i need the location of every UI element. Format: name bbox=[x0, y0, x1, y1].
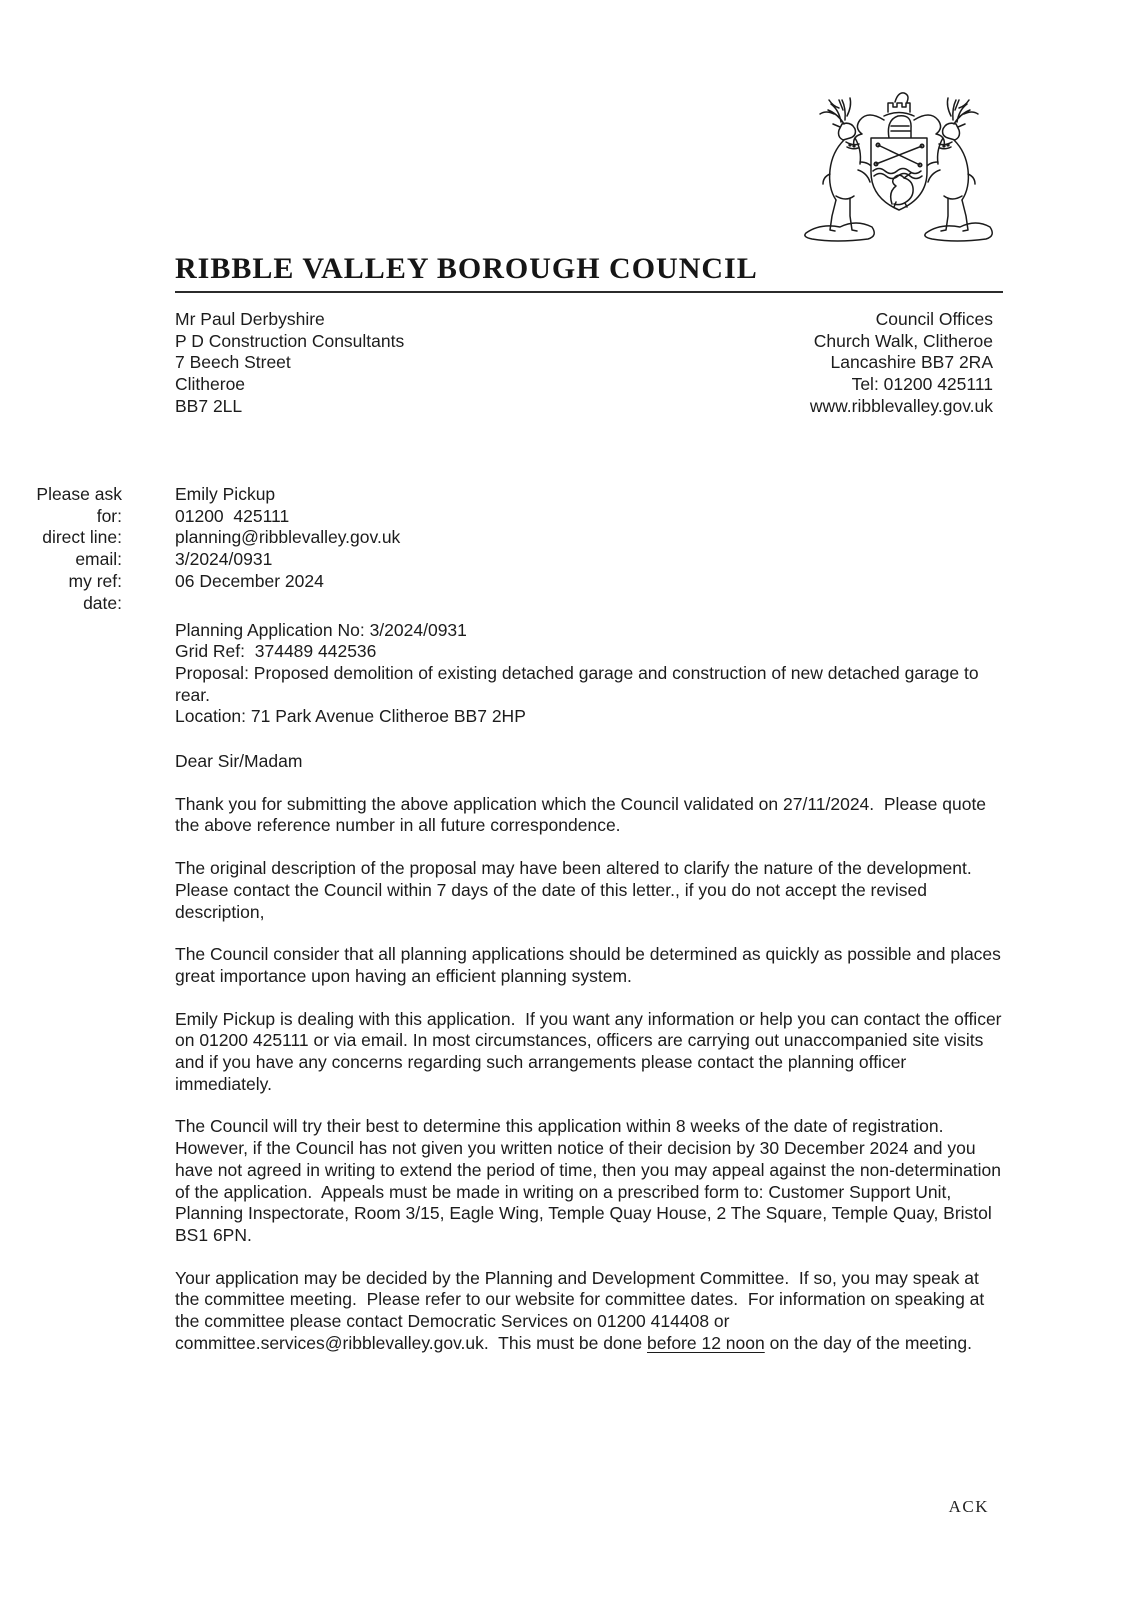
recipient-line: BB7 2LL bbox=[175, 395, 243, 416]
letterhead bbox=[175, 252, 1003, 418]
office-address-line: Council Offices bbox=[875, 309, 993, 329]
proposal-line: Proposal: Proposed demolition of existing detached garage and construction of new detached garage to rear. bbox=[175, 662, 984, 705]
office-address-line: Church Walk, Clitheroe bbox=[813, 330, 993, 351]
contact-values bbox=[175, 484, 1003, 593]
address-row bbox=[175, 309, 1003, 418]
salutation: Dear Sir/Madam bbox=[175, 751, 303, 772]
direct-line-number: 01200 425111 bbox=[175, 505, 290, 526]
paragraph-validation: Thank you for submitting the above application which the Council validated on 27/11/2024. Please quote the above reference number in all future correspondence. bbox=[175, 793, 991, 836]
recipient-line: Clitheroe bbox=[175, 374, 246, 395]
contact-label: Please ask bbox=[36, 484, 122, 504]
council-office-address bbox=[810, 309, 1003, 418]
recipient-line: Mr Paul Derbyshire bbox=[175, 309, 325, 329]
paragraph-efficient-system: The Council consider that all planning applications should be determined as quickly as possible and places great importance upon having an efficient planning system. bbox=[175, 944, 1006, 986]
committee-text-before: Your application may be decided by the Planning and Development Committee. If so, you may speak at the committee meeting. Please refer to our website for committee dates. For information on speaking at the committee please contact Democratic Services on 01200 414408 or committee.services@ribblevalley.gov.uk. This must be done bbox=[175, 1267, 990, 1353]
council-coat-of-arms-icon bbox=[792, 76, 1006, 246]
contact-labels bbox=[14, 484, 122, 614]
paragraph-determination-appeal: The Council will try their best to determine this application within 8 weeks of the date of registration. However, if the Council has not given you written notice of their decision by 30 December 2024 and you have not agreed in writing to extend the period of time, then you may appeal against the non-determination of the application. Appeals must be made in writing on a prescribed form to: Customer Support Unit, Planning Inspectorate, Room 3/15, Eagle Wing, Temple Quay House, 2 The Square, Temple Quay, Bristol BS1 6PN. bbox=[175, 1116, 1006, 1245]
paragraph-description-altered: The original description of the proposal may have been altered to clarify the nature of the development. Please contact the Council within 7 days of the date of this letter., if you do not accept the revised description, bbox=[175, 858, 982, 922]
ack-footer-code: ACK bbox=[948, 1497, 989, 1516]
contact-label: my ref: bbox=[68, 570, 122, 591]
paragraph-committee bbox=[175, 1268, 1003, 1355]
application-details bbox=[175, 620, 1003, 729]
grid-ref-line: Grid Ref: 374489 442536 bbox=[175, 641, 377, 662]
contact-label: email: bbox=[75, 549, 122, 570]
contact-label: for: bbox=[96, 505, 122, 526]
committee-text-after: on the day of the meeting. bbox=[764, 1332, 972, 1353]
letter-body bbox=[175, 484, 1007, 1355]
contact-label: date: bbox=[83, 592, 122, 613]
recipient-address bbox=[175, 309, 404, 418]
recipient-line: 7 Beech Street bbox=[175, 352, 291, 373]
reference-number: 3/2024/0931 bbox=[175, 549, 273, 570]
committee-deadline-underlined: before 12 noon bbox=[647, 1332, 765, 1353]
paragraph-officer-contact: Emily Pickup is dealing with this application. If you want any information or help you can contact the officer on 01200 425111 or via email. In most circumstances, officers are carrying out unaccompanied site visits and if you have any concerns regarding such arrangements please contact the planning officer immediately. bbox=[175, 1008, 1007, 1094]
office-address-line: Lancashire BB7 2RA bbox=[830, 352, 993, 373]
letter-date: 06 December 2024 bbox=[175, 570, 324, 591]
officer-name: Emily Pickup bbox=[175, 484, 276, 504]
contact-email: planning@ribblevalley.gov.uk bbox=[175, 527, 401, 548]
application-number-line: Planning Application No: 3/2024/0931 bbox=[175, 619, 467, 640]
office-address-line: Tel: 01200 425111 bbox=[851, 374, 993, 395]
title-rule bbox=[175, 291, 1003, 293]
recipient-line: P D Construction Consultants bbox=[175, 330, 405, 351]
contact-label: direct line: bbox=[42, 527, 122, 548]
location-line: Location: 71 Park Avenue Clitheroe BB7 2HP bbox=[175, 706, 526, 727]
council-name-title: RIBBLE VALLEY BOROUGH COUNCIL bbox=[175, 252, 758, 285]
office-address-line: www.ribblevalley.gov.uk bbox=[809, 395, 993, 416]
